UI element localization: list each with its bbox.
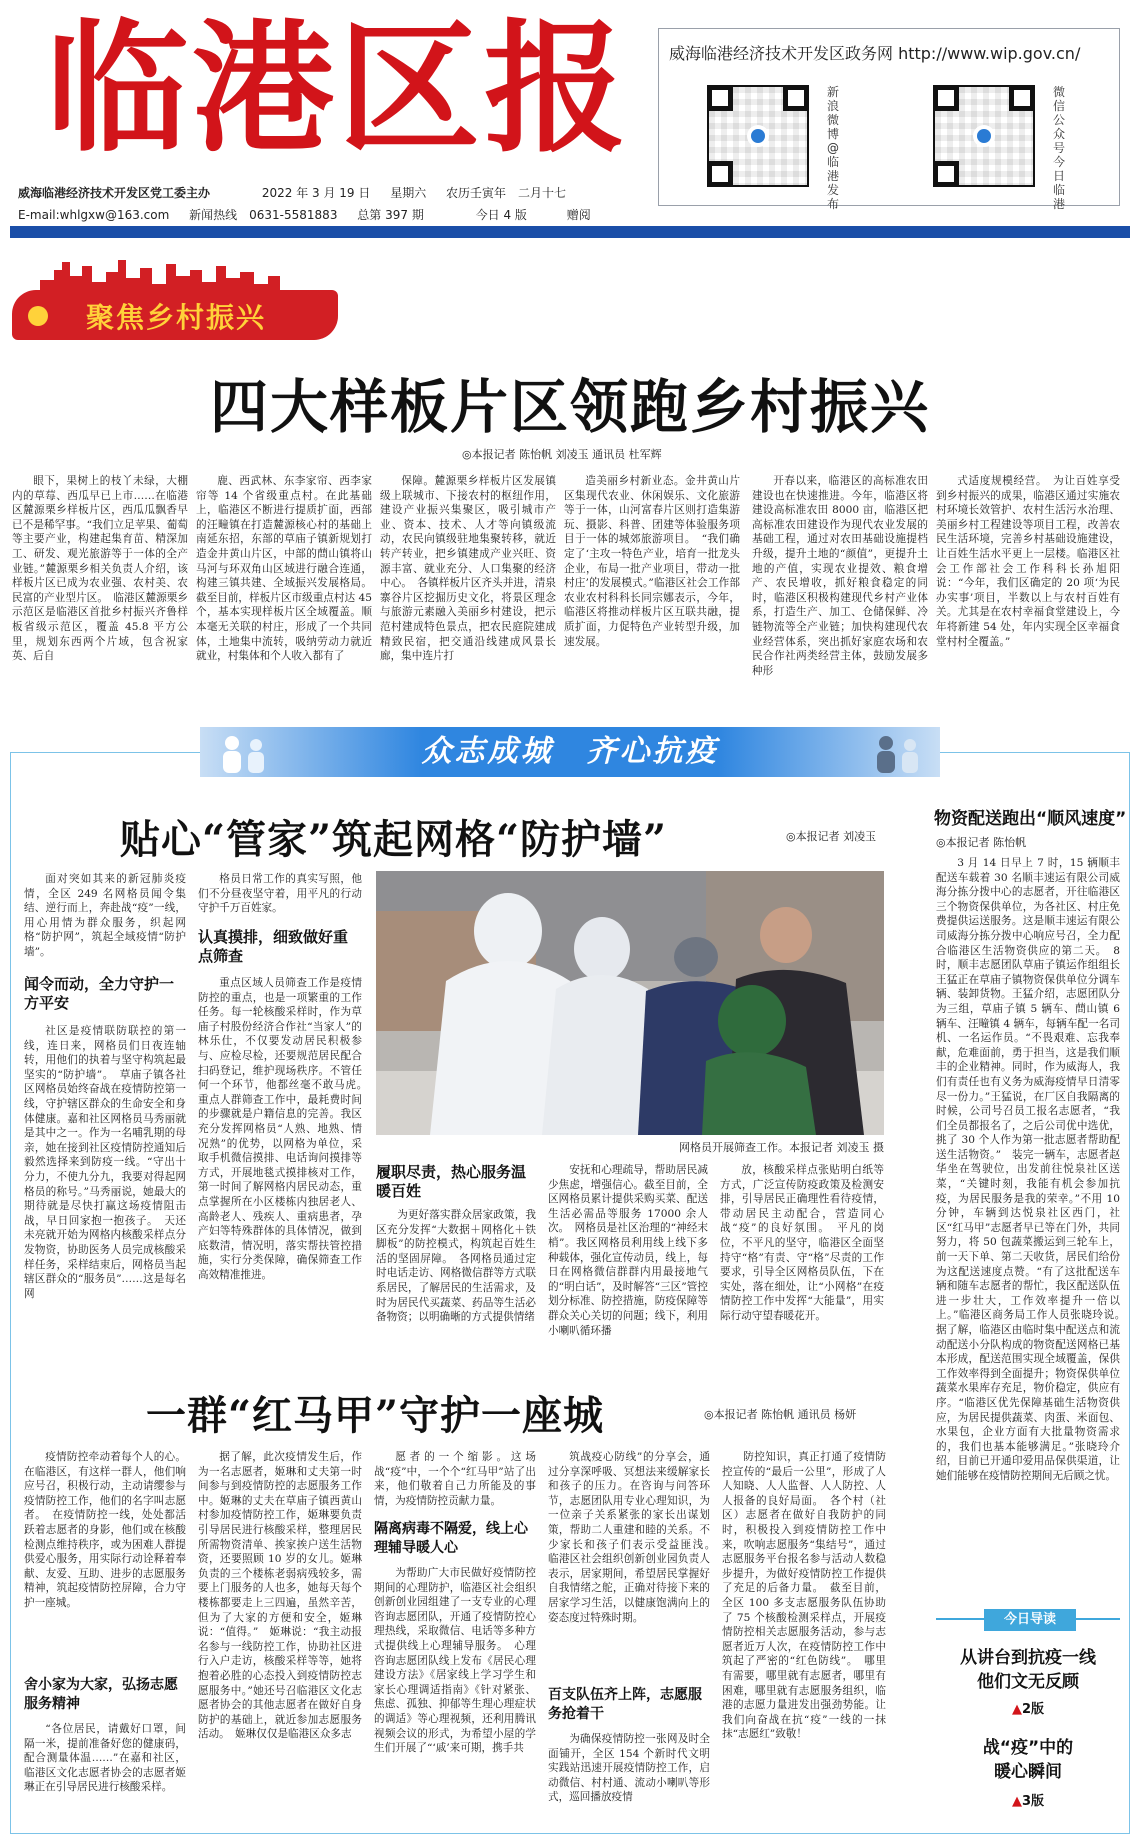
masthead-rule <box>10 226 1130 238</box>
article2-col-3b: 为帮助广大市民做好疫情防控期间的心理防护，临港区社会组织创新创业园组建了一支专业的心理咨询志愿团队，开通了疫情防控心理热线，采取微信、电话等多种方式提供线上心理辅导服务。 心理咨询志愿团队线上发布《居民心理建设方法》《居家线上学习学生和家长心理调适指南》《针对紧张、焦虑、孤独、抑郁等生理心理症状的调适》等心理视频，还利用腾讯视频会议的形式，为希望小屋的学生们开展了“‘戚’来可期，携手共 <box>374 1567 536 1755</box>
sidebar-byline: ◎本报记者 陈怡帆 <box>936 836 1027 849</box>
screening-photo <box>376 871 884 1135</box>
main-byline: ◎本报记者 陈怡帆 刘凌玉 通讯员 杜军辉 <box>462 448 662 461</box>
photo-caption: 网格员开展筛查工作。本报记者 刘凌玉 摄 <box>679 1141 884 1154</box>
article1-subhead-3: 履职尽责，热心服务温暖百姓 <box>376 1163 527 1200</box>
article2-col-4: 筑战疫心防线”的分享会，通过分享深呼吸、冥想法来缓解家长和孩子的压力。在咨询与问答环节，志愿团队用专业心理知识，为一位亲子关系紧张的家长出谋划策，帮助二人重建和睦的关系。不少家长和孩子们表示受益匪浅。 临港区社会组织创新创业园负责人表示，居家期间，希望居民掌握好自我情绪之舵，正确对待接下来的居家学习生活，以健康饱满向上的姿态度过特殊时期。 <box>548 1451 721 1624</box>
issue-info-line-1 <box>18 184 582 201</box>
guide-item-1-page: ▲2版 <box>1011 1702 1045 1717</box>
article2-col-2: 据了解，此次疫情发生后，作为一名志愿者，姬琳和丈夫第一时间参与到疫情防控的志愿服务工作中。姬琳的丈夫在草庙子镇西黄山村参加疫情防控工作，姬琳要负责引导居民进行核酸采样，整理居民所需物资清单、挨家挨户送生活物资，还要照顾 10 岁的女儿。姬琳负责的三个楼栋老弱病残较多，需要上门服务的人也多，她每天每个楼栋都要走上三四遍，虽然辛苦，但为了大家的方便和安全，姬琳说：“值得。” 姬琳说：“我主动报名参与一线防控工作，协助社区进行入户走访，核酸采样等等，她将抱着必胜的心态投入到疫情防控志愿服务中。”她还号召临港区文化志愿者协会的其他志愿者在做好自身防护的基础上，就近参加志愿服务活动。 姬琳仅仅是临港区众多志 <box>198 1451 362 1741</box>
masthead <box>0 0 1140 240</box>
article2-col-5: 防控知识，真正打通了疫情防控宣传的“最后一公里”，形成了人人知晓、人人监督、人人防控、人人报备的良好局面。 各个村（社区）志愿者在做好自我防护的同时，积极投入到疫情防控工作中来，吹响志愿服务“集结号”，通过志愿服务平台报名参与活动人数稳步提升，为做好疫情防控工作提供了充足的后备力量。 截至目前，全区 100 多支志愿服务队伍协助了 75 个核酸检测采样点，开展疫情防控相关志愿服务活动，参与志愿者近万人次，在疫情防控工作中筑起了严密的“红色防线”。 哪里有需要，哪里就有志愿者，哪里有困难，哪里就有志愿服务组织，临港的志愿力量进发出强劲势能。让我们向奋战在抗“疫”一线的一抹抹“志愿红”致敬！ <box>722 1451 886 1741</box>
guide-item-2-line-2: 暖心瞬间 <box>994 1762 1062 1782</box>
article1-col-1b: 社区是疫情联防联控的第一线，连日来，网格员们日夜连轴转，用他们的执着与坚守构筑起最坚实的“防护墙”。 草庙子镇各社区网格员始终奋战在疫情防控第一线，守护辖区群众的生命安全和身体健康。嘉和社区网格员马秀丽就是其中之一。作为一名哺乳期的母亲，她在接到社区疫情防控通知后毅然选择来到防疫一线。“守出十分力，不使九分九，我要对得起网格员的称号。”马秀丽说，她最大的期待就是尽快打赢这场疫情阻击战，早日回家抱一抱孩子。 天还未亮就开始为网格内核酸采样点分发物资，协助医务人员完成核酸采样任务，采样结束后，网格员当起辖区群众的“服务员”……这是每名网 <box>24 1025 186 1300</box>
article-col-3: 保障。麓源栗乡样板片区发展镇级上联城市、下接农村的枢纽作用，建设产业振兴集聚区，吸引城市产业、资本、技术、人才等向镇级流动，农民向镇级驻地集聚转移，就近转产转业，把乡镇建成产业兴旺、资源丰富、就业充分、人口集聚的经济中心。 各镇样板片区齐头并进，清泉寨谷片区挖掘历史文化，将景区理念与旅游元素融入美丽乡村建设，把示范村建成特色景点，把农民庭院建成精致民宿，把交通沿线建成风景长廊，集中连片打 <box>380 475 556 663</box>
wechat-qr-code-icon <box>933 85 1035 187</box>
issue-info-line-2 <box>18 206 607 223</box>
article1-col-4: 安抚和心理疏导，帮助居民减少焦虑，增强信心。截至目前，全区网格员累计提供采购买菜、配送生活必需品等服务 17000 余人次。 网格员是社区治理的“神经末梢”。我区网格员利用线上线下多种载体，强化宣传动员，线上，每日在网格微信群群内用最接地气的“明白话”，及时解答“三区”管控划分标准、防控措施，防疫保障等群众关心关切的问题；线下，利用小喇叭循环播 <box>548 1164 708 1337</box>
guide-item-1[interactable] <box>940 1646 1116 1694</box>
article-col-4: 造美丽乡村新业态。金井黄山片区集现代农业、休闲娱乐、文化旅游等于一体，山河富春片区则打造集游玩、摄影、科普、团建等体验服务项目于一体的城郊旅游项目。 “我们确定了‘主攻一特色产业，培育一批龙头企业，布局一批产业项目，带动一批村庄’的发展模式。”临港区社会工作部农业农村科科长同宗娜表示，今年，临港区将推动样板片区互联共融，提质扩面，力促特色产业转型升级，加速发展。 <box>564 475 740 648</box>
guide-item-1-line-1: 从讲台到抗疫一线 <box>960 1648 1096 1668</box>
epidemic-banner-label: 众志成城 齐心抗疫 <box>421 734 719 769</box>
wechat-qr-caption: 微信公众号今日临港 <box>1053 85 1066 211</box>
article1-col-2: 格员日常工作的真实写照，他们不分昼夜坚守着，用平凡的行动守护千万百姓家。 <box>198 873 362 915</box>
publisher: 威海临港经济技术开发区党工委主办 <box>18 186 211 200</box>
news-hotline: 新闻热线 0631-5581883 <box>189 208 338 222</box>
guide-item-1-line-2: 他们文无反顾 <box>977 1672 1079 1692</box>
section-banner-label: 聚焦乡村振兴 <box>86 301 267 334</box>
article1-col-1: 面对突如其来的新冠肺炎疫情，全区 249 名网格员闻令集结、逆行而上，奔赴战“疫”一线，用心用情为群众服务，织起网格“防护网”，筑起全域疫情“防护墙”。 <box>24 873 186 958</box>
article-col-5: 开春以来，临港区的高标准农田建设也在快速推进。今年，临港区将建设高标准农田 8000 亩，临港区把高标准农田建设作为现代农业发展的基础工程，通过对农田基础设施提档升级，提升土地的“颜值”，更提升土地的产值，实现农业提效、粮食增产、农民增收，抓好粮食稳定的同时，临港区积极构建现代乡村产业体系，打造生产、加工、仓储保鲜、冷链物流等全产业链；加快构建现代农业经营体系，突出抓好家庭农场和农民合作社两类经营主体，鼓励发展多种形 <box>752 475 928 677</box>
issue-date: 2022 年 3 月 19 日 <box>261 186 371 200</box>
article2-headline: 一群“红马甲”守护一座城 <box>146 1392 605 1439</box>
wip-url-link[interactable]: 威海临港经济技术开发区政务网 http://www.wip.gov.cn/ <box>669 44 1081 63</box>
weibo-qr-caption: 新浪微博@临港发布 <box>827 85 840 211</box>
article1-headline: 贴心“管家”筑起网格“防护墙” <box>120 816 668 863</box>
triangle-icon: ▲ <box>1011 1702 1022 1717</box>
banner-dot-icon <box>28 306 48 326</box>
article-col-1: 眼下，果树上的枝丫未绿，大棚内的草莓、西瓜早已上市……在临港区麓源栗乡样板片区，西瓜瓜飘香早已不是稀罕事。“我们立足苹果、葡萄等主要产业，构建起集育苗、精深加工、研发、观光旅游等于一体的全产业链。”麓源栗乡相关负责人介绍，该样板片区已成为农业强、农村美、农民富的产业型片区。 临港区麓源栗乡示范区是临港区首批乡村振兴齐鲁样板省级示范区，覆盖 45.8 平方公里，规划东西两个片域，包含祝家英、后自 <box>12 475 188 663</box>
issue-number: 总第 397 期 <box>357 208 424 222</box>
article2-subhead-2: 隔离病毒不隔爱，线上心理辅导暖人心 <box>374 1521 528 1556</box>
email[interactable]: E-mail:whlgxw@163.com <box>18 208 170 222</box>
weibo-qr-code-icon <box>707 85 809 187</box>
guide-item-2-line-1: 战“疫”中的 <box>982 1738 1074 1758</box>
photo-illustration <box>376 871 884 1135</box>
main-headline: 四大样板片区领跑乡村振兴 <box>209 373 930 441</box>
free-copy: 赠阅 <box>566 208 591 222</box>
newspaper-logo: 临港区报 <box>46 7 630 172</box>
page-count: 今日 4 版 <box>475 208 527 222</box>
issue-weekday: 星期六 <box>390 186 427 200</box>
article2-col-1b: “各位居民，请戴好口罩，间隔一米，提前准备好您的健康码，配合测量体温……”在嘉和社区，临港区文化志愿者协会的志愿者姬琳正在引导居民进行核酸采样。 <box>24 1723 186 1794</box>
wip-info-box <box>658 28 1120 211</box>
article1-col-2b: 重点区域人员筛查工作是疫情防控的重点，也是一项繁重的工作任务。每一轮核酸采样时，作为草庙子村股份经济合作社“当家人”的林乐仕，不仅要发动居民积极参与、应检尽检，还要规范居民配合扫码登记，维护现场秩序。不管任何一个环节，他都丝毫不敢马虎。 重点人群筛查工作中，最耗费时间的步骤就是户籍信息的完善。我区充分发挥网格员“人熟、地熟、情况熟”的优势，以网格为单位，采取手机微信摸排、电话询问摸排等方式，开展地毯式摸排核对工作，第一时间了解网格内居民动态，重点掌握所在小区楼栋内独居老人、高龄老人、残疾人、重病患者，孕产妇等特殊群体的具体情况，做到底数清，情况明，落实帮扶管控措施，实行分类保障，确保筛查工作高效精准推进。 <box>198 977 373 1281</box>
article2-subhead-3: 百支队伍齐上阵，志愿服务抢着干 <box>548 1687 702 1722</box>
article1-subhead-2: 认真摸排，细致做好重点筛查 <box>198 928 349 965</box>
article2-col-3: 愿者的一个缩影。这场战“疫”中，一个个“红马甲”站了出来，他们敬着自己力所能及的事情，为疫情防控贡献力量。 <box>374 1451 536 1507</box>
sidebar-headline: 物资配送跑出“顺风速度” <box>934 809 1127 829</box>
city-skyline-icon <box>40 258 280 294</box>
article1-subhead-1: 闻令而动，全力守护一方平安 <box>24 975 175 1012</box>
article2-col-1: 疫情防控牵动着每个人的心。在临港区，有这样一群人，他们响应号召，积极行动，主动请缨参与疫情防控工作，他们的名字叫志愿者。 在疫情防控一线，处处都活跃着志愿者的身影，他们或在核酸检测点维持秩序，或为困难人群提供爱心服务，用实际行动诠释着奉献、友爱、互助、进步的志愿服务精神，筑起疫情防控屏障，合力守护一座城。 <box>24 1451 186 1609</box>
article-col-2: 鹿、西武林、东李家帘、西李家帘等 14 个省级重点村。在此基础上，临港区不断进行提质扩面，西部的汪疃镇在打造麓源核心村的基础上南延东招，东部的草庙子镇新规划打造金井黄山片区，中部的蔄山镇将山马河与环双角山区域进行融合连通，构建三镇共建、全域振兴发展格局。截至目前，样板片区市级重点村达 45 个，基本实现样板片区全域覆盖。顺本毫无关联的村庄，形成了一个共同体，土地集中流转，吸纳劳动力就近就业，村集体和个人收入都有了 <box>196 475 372 663</box>
article-col-6: 式适度规模经营。 为让百姓享受到乡村振兴的成果，临港区通过实施农村环境长效管护、农村生活污水治理、美丽乡村工程建设等项目工程，改善农民生活环境，完善乡村基础设施建设，让百姓生活水平更上一层楼。临港区社会工作部社会工作科科长孙旭阳说：“今年，我们区确定的 20 项‘为民办实事’项目，半数以上与农村百姓有关。尤其是在农村幸福食堂建设上，今年将新建 54 处，年内实现全区幸福食堂村村全覆盖。” <box>936 475 1120 648</box>
guide-item-2-page: ▲3版 <box>1011 1794 1045 1809</box>
article1-col-5: 放，核酸采样点张贴明白纸等方式，广泛宣传防疫政策及检测安排，引导居民正确理性看待疫情，带动居民主动配合，营造同心战“疫”的良好氛围。 平凡的岗位，不平凡的坚守，临港区全面坚持守“格”有责、守“格”尽责的工作要求，引导全区网格员队伍，下在实处，落在细处，让“小网格”在疫情防控工作中发挥“大能量”，用实际行动守望春暖花开。 <box>720 1164 884 1322</box>
article1-col-3: 为更好落实群众居家政策，我区充分发挥“大数据＋网格化＋铁脚板”的防控模式，构筑起百姓生活的坚固屏障。 各网格员通过定时电话走访、网格微信群等方式联系居民，了解居民的生活需求，及时为居民代买蔬菜、药品等生活必备物资；以明确晰的方式提供情绪 <box>376 1209 536 1324</box>
article2-col-4b: 为确保疫情防控一张网及时全面铺开，全区 154 个新时代文明实践站迅速开展疫情防控工作，启动微信、村村通、流动小喇叭等形式，巡回播放疫情 <box>548 1733 710 1804</box>
today-guide-tag: 今日导读 <box>984 1609 1076 1631</box>
guide-item-2[interactable] <box>940 1736 1116 1784</box>
article2-subhead-1: 舍小家为大家，弘扬志愿服务精神 <box>24 1677 178 1712</box>
lunar-date: 农历壬寅年 二月十七 <box>446 186 567 200</box>
article1-byline: ◎本报记者 刘凌玉 <box>786 830 877 843</box>
article2-byline: ◎本报记者 陈怡帆 通讯员 杨妍 <box>704 1408 857 1421</box>
triangle-icon: ▲ <box>1011 1794 1022 1809</box>
sidebar-body: 3 月 14 日早上 7 时，15 辆顺丰配送车载着 30 名顺丰速运有限公司威海分拣分拨中心的志愿者，开往临港区三个物资保供单位，为各社区、村庄免费提供运送服务。这是顺丰速运有限公司威海分拣分拨中心响应号召，全力配合临港区生活物资供应的第二天。 8 时，顺丰志愿团队草庙子镇运作组组长王猛正在草庙子镇物资保供单位分调车辆、装卸货物。王猛介绍，志愿团队分为三组，草庙子镇 5 辆车、蔄山镇 6 辆车、汪疃镇 4 辆车，每辆车配一名司机、一名运作员。“不畏艰难、忘我奉献，危难面前，勇于担当，这是我们顺丰的企业精神。同时，作为威海人，我们有责任也有义务为威海疫情早日清零尽一份力。”王猛说，在厂区自我隔离的时候，公司号召员工报名志愿者，“我们全员都报名了，之后公司优中选优，挑了 30 个人作为第一批志愿者帮助配送生活物资。” 装完一辆车，志愿者赵华坐在驾驶位，出发前往悦泉社区送菜，“关键时刻，我能有机会参加抗疫，为居民服务是我的荣幸。”不用 10 分钟，车辆到达悦泉社区西门，社区“红马甲”志愿者早已等在门外，共同努力，将 50 包蔬菜搬运到三轮车上，前一天下单、第二天收货，居民们给份为这配送速度点赞。“有了这批配送车辆和随车志愿者的帮忙，我区配送队伍进一步壮大，工作效率提升一倍以上。”临港区商务局工作人员张晓玲说。 据了解，临港区由临时集中配送点和流动配送小分队构成的物资配送网格已基本形成，配送范围实现全域覆盖，保供工作效率得到全面提升；物资保供单位蔬菜水果库存充足，物价稳定，供应有序。“临港区优先保障基础生活物资供应，为居民提供蔬菜、肉蛋、米面包、水果包，企业方面有大批量物资需求的，我们也基本能够满足。”张晓玲介绍，目前已开通印爱用品保供渠道，让她们能够在疫情防控期间无后顾之忧。 <box>936 857 1131 1482</box>
